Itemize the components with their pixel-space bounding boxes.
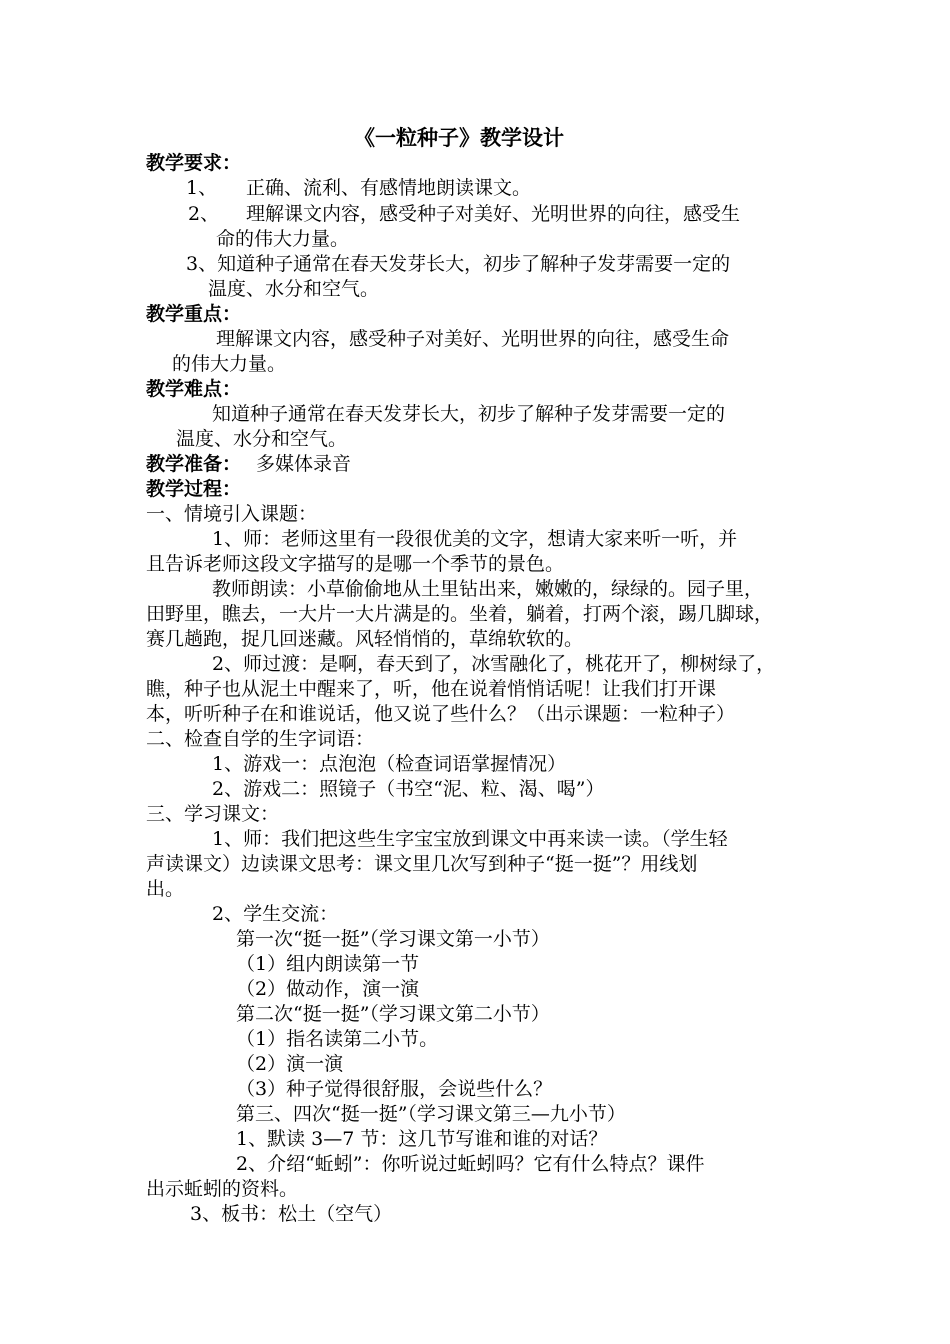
paragraph-line: 2、师过渡：是啊，春天到了，冰雪融化了，桃花开了，柳树绿了， [212,653,776,675]
list-item: 2、学生交流： [212,903,339,925]
list-item: （1）指名读第二小节。 [236,1028,439,1050]
list-item: （3）种子觉得很舒服，会说些什么？ [236,1078,553,1100]
list-item: （2）演一演 [236,1053,344,1075]
paragraph-line: 1、师：老师这里有一段很优美的文字，想请大家来听一听，并 [212,528,738,550]
section-heading: 二、检查自学的生字词语： [146,728,375,750]
paragraph-line: 田野里，瞧去，一大片一大片满是的。坐着，躺着，打两个滚，踢几脚球， [146,603,774,625]
list-item: 3、板书：松土（空气） [190,1203,393,1225]
paragraph-line: 出示蚯蚓的资料。 [146,1178,299,1200]
paragraph-line: 声读课文）边读课文思考：课文里几次写到种子“挺一挺”？用线划 [146,853,698,875]
paragraph-line: 且告诉老师这段文字描写的是哪一个季节的景色。 [146,553,565,575]
difficulty-text: 知道种子通常在春天发芽长大，初步了解种子发芽需要一定的 [212,403,726,425]
requirement-text: 正确、流利、有感情地朗读课文。 [246,177,532,199]
paragraph-line: 1、师：我们把这些生字宝宝放到课文中再来读一读。（学生轻 [212,828,728,850]
paragraph-line: 赛几趟跑，捉几回迷藏。风轻悄悄的，草绵软软的。 [146,628,584,650]
key-point-text-continued: 的伟大力量。 [172,353,287,375]
key-point-heading: 教学重点： [146,303,242,325]
list-item: 第二次“挺一挺”（学习课文第二小节） [236,1003,550,1025]
difficulty-heading: 教学难点： [146,378,242,400]
list-item: 第一次“挺一挺”（学习课文第一小节） [236,928,550,950]
list-item: 1、默读 3—7 节：这几节写谁和谁的对话？ [236,1128,608,1150]
document-title: 《一粒种子》教学设计 [354,125,564,150]
requirement-text-continued: 命的伟大力量。 [216,228,350,250]
list-item: 2、游戏二：照镜子（书空“泥、粒、渴、喝”） [212,778,605,800]
requirement-text-continued: 温度、水分和空气。 [208,278,380,300]
list-item: （1）组内朗读第一节 [236,953,420,975]
section-heading: 一、情境引入课题： [146,503,318,525]
paragraph-line: 本，听听种子在和谁说话，他又说了些什么？（出示课题：一粒种子） [146,703,736,725]
list-item: 第三、四次“挺一挺”（学习课文第三—九小节） [236,1103,626,1125]
paragraph-line: 2、介绍“蚯蚓”：你听说过蚯蚓吗？它有什么特点？课件 [236,1153,705,1175]
list-item: （2）做动作，演一演 [236,978,420,1000]
requirement-text: 理解课文内容，感受种子对美好、光明世界的向往，感受生 [246,203,741,225]
process-heading: 教学过程： [146,478,242,500]
preparation-text: 多媒体录音 [256,453,352,475]
requirement-number: 2、 [188,203,220,225]
paragraph-line: 出。 [146,878,185,900]
list-item: 1、游戏一：点泡泡（检查词语掌握情况） [212,753,567,775]
paragraph-line: 瞧，种子也从泥土中醒来了，听，他在说着悄悄话呢！让我们打开课 [146,678,717,700]
requirements-heading: 教学要求： [146,152,242,174]
section-heading: 三、学习课文： [146,803,280,825]
requirement-number: 1、 [186,177,218,199]
key-point-text: 理解课文内容，感受种子对美好、光明世界的向往，感受生命 [216,328,730,350]
preparation-heading: 教学准备： [146,453,242,475]
paragraph-line: 教师朗读：小草偷偷地从土里钻出来，嫩嫩的，绿绿的。园子里， [212,578,764,600]
difficulty-text-continued: 温度、水分和空气。 [176,428,348,450]
requirement-text: 3、知道种子通常在春天发芽长大，初步了解种子发芽需要一定的 [186,253,731,275]
